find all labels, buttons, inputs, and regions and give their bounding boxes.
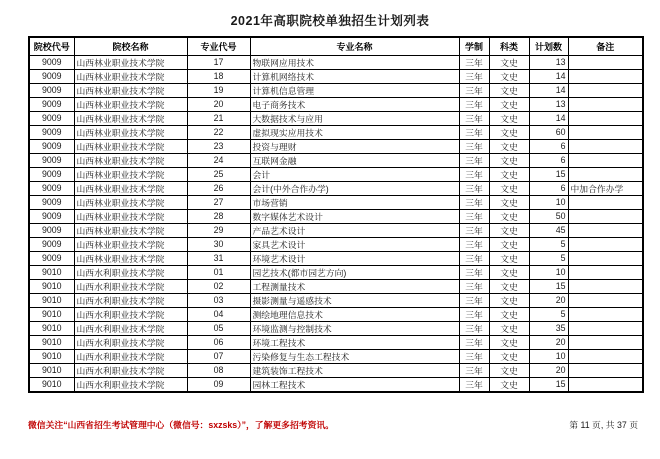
table-cell: 三年 <box>459 111 489 125</box>
table-cell: 15 <box>529 167 568 181</box>
table-cell <box>568 223 643 237</box>
table-cell: 35 <box>529 321 568 335</box>
table-cell: 文史 <box>489 237 529 251</box>
table-cell: 计算机信息管理 <box>250 83 459 97</box>
table-cell: 文史 <box>489 321 529 335</box>
header-row <box>29 37 643 55</box>
table-cell: 环境工程技术 <box>250 335 459 349</box>
table-cell: 建筑装饰工程技术 <box>250 363 459 377</box>
table-row <box>29 363 643 377</box>
table-cell: 会计 <box>250 167 459 181</box>
table-cell: 9009 <box>29 97 74 111</box>
table-cell: 三年 <box>459 335 489 349</box>
table-cell <box>568 97 643 111</box>
table-cell <box>568 83 643 97</box>
table-cell: 21 <box>187 111 250 125</box>
table-cell: 三年 <box>459 237 489 251</box>
table-cell: 10 <box>529 265 568 279</box>
table-cell: 山西林业职业技术学院 <box>74 69 187 83</box>
table-cell: 会计(中外合作办学) <box>250 181 459 195</box>
table-cell: 15 <box>529 377 568 392</box>
table-cell: 三年 <box>459 153 489 167</box>
table-cell: 9010 <box>29 265 74 279</box>
table-cell: 虚拟现实应用技术 <box>250 125 459 139</box>
column-header: 科类 <box>489 37 529 55</box>
table-cell: 山西林业职业技术学院 <box>74 181 187 195</box>
table-cell <box>568 69 643 83</box>
table-cell <box>568 251 643 265</box>
table-header <box>29 37 643 55</box>
table-cell: 13 <box>529 55 568 69</box>
table-row <box>29 335 643 349</box>
table-row <box>29 223 643 237</box>
table-cell: 30 <box>187 237 250 251</box>
table-cell <box>568 363 643 377</box>
table-cell: 28 <box>187 209 250 223</box>
table-cell: 三年 <box>459 55 489 69</box>
table-cell: 09 <box>187 377 250 392</box>
table-cell: 9009 <box>29 55 74 69</box>
table-row <box>29 97 643 111</box>
table-cell <box>568 293 643 307</box>
table-cell: 电子商务技术 <box>250 97 459 111</box>
table-cell: 三年 <box>459 293 489 307</box>
table-row <box>29 167 643 181</box>
table-cell: 文史 <box>489 55 529 69</box>
table-cell: 18 <box>187 69 250 83</box>
table-cell <box>568 153 643 167</box>
table-cell: 50 <box>529 209 568 223</box>
page-number-indicator: 第 11 页, 共 37 页 <box>569 420 638 430</box>
table-row <box>29 209 643 223</box>
table-cell: 山西水利职业技术学院 <box>74 265 187 279</box>
table-cell: 26 <box>187 181 250 195</box>
table-cell: 山西林业职业技术学院 <box>74 153 187 167</box>
table-cell: 三年 <box>459 181 489 195</box>
table-cell: 60 <box>529 125 568 139</box>
table-cell <box>568 167 643 181</box>
table-cell: 园艺技术(都市园艺方向) <box>250 265 459 279</box>
table-cell: 山西林业职业技术学院 <box>74 209 187 223</box>
table-cell: 山西林业职业技术学院 <box>74 237 187 251</box>
table-cell: 文史 <box>489 83 529 97</box>
table-cell: 园林工程技术 <box>250 377 459 392</box>
table-cell: 9010 <box>29 377 74 392</box>
table-cell: 大数据技术与应用 <box>250 111 459 125</box>
table-row <box>29 83 643 97</box>
page-title: 2021年高职院校单独招生计划列表 <box>230 14 430 28</box>
table-row <box>29 195 643 209</box>
column-header: 学制 <box>459 37 489 55</box>
table-cell: 9009 <box>29 111 74 125</box>
table-cell: 三年 <box>459 195 489 209</box>
enrollment-plan-table <box>28 36 644 393</box>
table-cell: 文史 <box>489 251 529 265</box>
table-cell: 04 <box>187 307 250 321</box>
table-cell: 9010 <box>29 349 74 363</box>
table-cell: 5 <box>529 307 568 321</box>
table-cell: 13 <box>529 97 568 111</box>
table-cell: 文史 <box>489 307 529 321</box>
table-cell: 9009 <box>29 69 74 83</box>
table-cell: 三年 <box>459 97 489 111</box>
table-cell: 山西林业职业技术学院 <box>74 111 187 125</box>
table-cell: 三年 <box>459 307 489 321</box>
table-cell: 三年 <box>459 251 489 265</box>
table-cell: 中加合作办学 <box>568 181 643 195</box>
table-cell: 文史 <box>489 223 529 237</box>
table-cell: 山西水利职业技术学院 <box>74 279 187 293</box>
table-cell: 工程测量技术 <box>250 279 459 293</box>
table-row <box>29 125 643 139</box>
table-cell: 14 <box>529 83 568 97</box>
table-cell: 9009 <box>29 251 74 265</box>
table-cell: 9009 <box>29 139 74 153</box>
table-cell: 文史 <box>489 363 529 377</box>
column-header: 专业代号 <box>187 37 250 55</box>
table-cell: 山西水利职业技术学院 <box>74 293 187 307</box>
table-cell: 01 <box>187 265 250 279</box>
table-cell: 9009 <box>29 223 74 237</box>
table-cell: 10 <box>529 195 568 209</box>
table-cell: 9009 <box>29 125 74 139</box>
table-row <box>29 55 643 69</box>
table-cell: 6 <box>529 139 568 153</box>
table-cell: 山西林业职业技术学院 <box>74 251 187 265</box>
page-footer <box>28 418 642 431</box>
table-cell <box>568 377 643 392</box>
table-cell: 文史 <box>489 181 529 195</box>
table-cell: 20 <box>529 363 568 377</box>
table-cell: 三年 <box>459 349 489 363</box>
table-cell: 文史 <box>489 111 529 125</box>
table-cell: 07 <box>187 349 250 363</box>
table-cell: 三年 <box>459 69 489 83</box>
table-cell: 9009 <box>29 83 74 97</box>
table-cell <box>568 237 643 251</box>
table-cell: 产品艺术设计 <box>250 223 459 237</box>
wechat-notice-text: 微信关注“山西省招生考试管理中心（微信号：sxzsks）”，了解更多招考资讯。 <box>28 420 334 430</box>
table-cell: 山西林业职业技术学院 <box>74 55 187 69</box>
table-row <box>29 139 643 153</box>
table-row <box>29 279 643 293</box>
column-header: 备注 <box>568 37 643 55</box>
table-row <box>29 153 643 167</box>
table-cell: 9009 <box>29 237 74 251</box>
table-cell: 23 <box>187 139 250 153</box>
table-row <box>29 69 643 83</box>
table-cell: 三年 <box>459 265 489 279</box>
table-cell: 27 <box>187 195 250 209</box>
table-cell: 摄影测量与遥感技术 <box>250 293 459 307</box>
table-cell: 物联网应用技术 <box>250 55 459 69</box>
table-cell: 5 <box>529 251 568 265</box>
table-cell <box>568 307 643 321</box>
table-cell: 06 <box>187 335 250 349</box>
table-cell: 文史 <box>489 97 529 111</box>
table-cell: 山西林业职业技术学院 <box>74 167 187 181</box>
table-cell: 环境监测与控制技术 <box>250 321 459 335</box>
table-row <box>29 349 643 363</box>
column-header: 院校代号 <box>29 37 74 55</box>
table-row <box>29 251 643 265</box>
table-cell: 9010 <box>29 293 74 307</box>
table-cell: 文史 <box>489 69 529 83</box>
table-cell: 家具艺术设计 <box>250 237 459 251</box>
table-cell <box>568 55 643 69</box>
table-cell <box>568 321 643 335</box>
table-cell: 19 <box>187 83 250 97</box>
table-cell: 山西水利职业技术学院 <box>74 321 187 335</box>
table-cell: 25 <box>187 167 250 181</box>
table-cell: 20 <box>529 293 568 307</box>
table-cell: 9009 <box>29 153 74 167</box>
table-cell: 文史 <box>489 153 529 167</box>
table-cell: 文史 <box>489 335 529 349</box>
table-cell: 9010 <box>29 279 74 293</box>
table-cell: 三年 <box>459 125 489 139</box>
table-cell: 9010 <box>29 363 74 377</box>
table-cell: 文史 <box>489 167 529 181</box>
table-cell: 山西水利职业技术学院 <box>74 363 187 377</box>
table-row <box>29 111 643 125</box>
table-cell <box>568 279 643 293</box>
table-cell: 02 <box>187 279 250 293</box>
table-cell: 20 <box>187 97 250 111</box>
table-row <box>29 293 643 307</box>
table-cell: 投资与理财 <box>250 139 459 153</box>
table-cell: 三年 <box>459 83 489 97</box>
table-cell: 市场营销 <box>250 195 459 209</box>
table-cell: 山西林业职业技术学院 <box>74 125 187 139</box>
table-cell <box>568 265 643 279</box>
table-cell: 三年 <box>459 139 489 153</box>
table-cell: 文史 <box>489 293 529 307</box>
column-header: 院校名称 <box>74 37 187 55</box>
table-cell: 45 <box>529 223 568 237</box>
table-cell: 9009 <box>29 167 74 181</box>
table-cell: 03 <box>187 293 250 307</box>
table-cell: 三年 <box>459 209 489 223</box>
table-cell: 9009 <box>29 209 74 223</box>
table-cell: 文史 <box>489 195 529 209</box>
table-row <box>29 237 643 251</box>
table-cell: 环境艺术设计 <box>250 251 459 265</box>
table-cell: 三年 <box>459 167 489 181</box>
table-cell: 计算机网络技术 <box>250 69 459 83</box>
table-row <box>29 377 643 392</box>
table-cell: 20 <box>529 335 568 349</box>
table-cell: 17 <box>187 55 250 69</box>
table-cell <box>568 111 643 125</box>
table-cell: 山西林业职业技术学院 <box>74 97 187 111</box>
column-header: 计划数 <box>529 37 568 55</box>
table-body <box>29 55 643 392</box>
table-row <box>29 265 643 279</box>
table-cell: 三年 <box>459 363 489 377</box>
table-cell: 文史 <box>489 377 529 392</box>
table-cell: 08 <box>187 363 250 377</box>
table-cell: 29 <box>187 223 250 237</box>
table-cell: 互联网金融 <box>250 153 459 167</box>
table-cell: 9010 <box>29 307 74 321</box>
table-cell: 10 <box>529 349 568 363</box>
table-cell: 24 <box>187 153 250 167</box>
table-row <box>29 181 643 195</box>
table-cell <box>568 139 643 153</box>
table-cell: 山西水利职业技术学院 <box>74 335 187 349</box>
table-cell: 山西林业职业技术学院 <box>74 195 187 209</box>
table-cell: 31 <box>187 251 250 265</box>
table-cell: 文史 <box>489 209 529 223</box>
table-cell <box>568 195 643 209</box>
table-cell <box>568 349 643 363</box>
table-cell: 文史 <box>489 349 529 363</box>
table-cell: 污染修复与生态工程技术 <box>250 349 459 363</box>
table-cell: 文史 <box>489 125 529 139</box>
table-cell: 5 <box>529 237 568 251</box>
table-row <box>29 307 643 321</box>
table-cell: 山西林业职业技术学院 <box>74 139 187 153</box>
table-cell: 9009 <box>29 195 74 209</box>
table-cell <box>568 335 643 349</box>
table-row <box>29 321 643 335</box>
table-cell: 山西林业职业技术学院 <box>74 223 187 237</box>
table-cell: 9010 <box>29 321 74 335</box>
table-cell: 05 <box>187 321 250 335</box>
table-cell: 文史 <box>489 139 529 153</box>
table-cell: 6 <box>529 153 568 167</box>
table-cell <box>568 209 643 223</box>
table-cell: 三年 <box>459 279 489 293</box>
table-cell <box>568 125 643 139</box>
table-cell: 9009 <box>29 181 74 195</box>
table-cell: 14 <box>529 69 568 83</box>
table-cell: 山西林业职业技术学院 <box>74 83 187 97</box>
table-cell: 测绘地理信息技术 <box>250 307 459 321</box>
table-cell: 数字媒体艺术设计 <box>250 209 459 223</box>
table-cell: 三年 <box>459 223 489 237</box>
table-cell: 三年 <box>459 377 489 392</box>
table-cell: 山西水利职业技术学院 <box>74 349 187 363</box>
table-cell: 文史 <box>489 279 529 293</box>
table-cell: 15 <box>529 279 568 293</box>
table-cell: 文史 <box>489 265 529 279</box>
table-cell: 三年 <box>459 321 489 335</box>
table-cell: 9010 <box>29 335 74 349</box>
table-cell: 22 <box>187 125 250 139</box>
table-cell: 山西水利职业技术学院 <box>74 307 187 321</box>
table-cell: 山西水利职业技术学院 <box>74 377 187 392</box>
table-cell: 6 <box>529 181 568 195</box>
column-header: 专业名称 <box>250 37 459 55</box>
table-cell: 14 <box>529 111 568 125</box>
